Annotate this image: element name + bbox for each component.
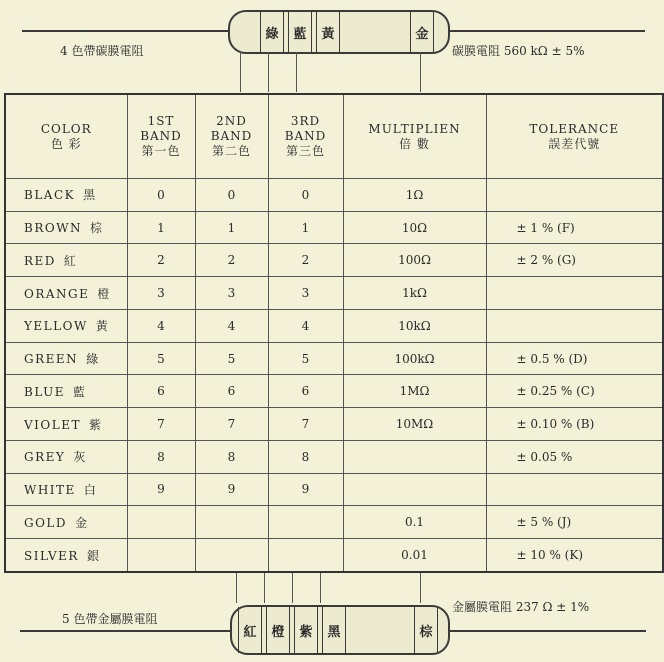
color-name-cell <box>5 244 127 277</box>
header-1st-band: 1ST BAND 第一色 <box>127 94 195 179</box>
bottom-resistor-caption-left: 5 色帶金屬膜電阻 <box>62 612 158 626</box>
bottom-band-3: 紫 <box>294 607 318 653</box>
table-row <box>5 539 663 572</box>
table-row <box>5 309 663 342</box>
color-name-en: GREY <box>24 450 66 465</box>
color-name-en: SILVER <box>24 548 79 563</box>
top-right-lead <box>445 30 645 32</box>
tolerance-cell: ± 1 % (F) <box>486 211 663 244</box>
color-name-en: BROWN <box>24 221 83 236</box>
top-band-1: 綠 <box>260 12 284 52</box>
color-name-zh: 紅 <box>63 253 78 268</box>
band-1-cell: 7 <box>127 408 195 441</box>
tolerance-cell: ± 2 % (G) <box>486 244 663 277</box>
top-resistor-body <box>228 10 450 54</box>
color-name-en: GREEN <box>24 352 79 367</box>
color-name-zh: 灰 <box>73 450 87 465</box>
band-1-cell: 6 <box>127 375 195 408</box>
bottom-leader-4 <box>320 573 321 603</box>
bottom-leader-1 <box>236 573 237 603</box>
band-1-cell: 0 <box>127 179 195 212</box>
bottom-resistor-caption-right: 金屬膜電阻 237 Ω ± 1% <box>452 600 590 614</box>
band-2-cell: 4 <box>195 309 268 342</box>
band-3-cell: 1 <box>268 211 343 244</box>
tolerance-cell: ± 0.5 % (D) <box>486 342 663 375</box>
bottom-band-1: 紅 <box>238 607 262 653</box>
color-code-table <box>4 93 664 573</box>
color-name-en: BLUE <box>24 384 66 399</box>
header-color: COLOR 色 彩 <box>5 94 127 179</box>
tolerance-cell: ± 0.10 % (B) <box>486 408 663 441</box>
top-leader-4 <box>420 52 421 92</box>
band-1-cell: 3 <box>127 277 195 310</box>
band-1-cell: 1 <box>127 211 195 244</box>
band-3-cell <box>268 506 343 539</box>
band-2-cell: 2 <box>195 244 268 277</box>
color-name-zh: 金 <box>75 515 89 530</box>
color-name-en: RED <box>24 253 56 268</box>
top-resistor-caption-left: 4 色帶碳膜電阻 <box>60 44 144 58</box>
band-2-cell: 0 <box>195 179 268 212</box>
band-1-cell: 9 <box>127 473 195 506</box>
band-2-cell: 1 <box>195 211 268 244</box>
color-name-zh: 棕 <box>90 221 104 236</box>
band-3-cell: 5 <box>268 342 343 375</box>
multiplier-cell: 10MΩ <box>343 408 486 441</box>
bottom-leader-5 <box>420 573 421 603</box>
multiplier-cell: 100Ω <box>343 244 486 277</box>
multiplier-cell: 1kΩ <box>343 277 486 310</box>
table-row <box>5 277 663 310</box>
band-2-cell <box>195 539 268 572</box>
band-2-cell: 7 <box>195 408 268 441</box>
color-name-en: BLACK <box>24 188 76 203</box>
multiplier-cell <box>343 440 486 473</box>
color-name-en: ORANGE <box>24 286 90 301</box>
bottom-right-lead <box>446 630 646 632</box>
band-1-cell: 5 <box>127 342 195 375</box>
band-3-cell: 7 <box>268 408 343 441</box>
band-2-cell: 3 <box>195 277 268 310</box>
band-3-cell: 0 <box>268 179 343 212</box>
color-name-zh: 白 <box>83 482 98 497</box>
table-row <box>5 211 663 244</box>
table-row <box>5 342 663 375</box>
multiplier-cell: 0.01 <box>343 539 486 572</box>
multiplier-cell: 1MΩ <box>343 375 486 408</box>
band-3-cell <box>268 539 343 572</box>
top-left-lead <box>22 30 232 32</box>
color-name-cell <box>5 539 127 572</box>
color-name-zh: 綠 <box>86 352 100 367</box>
color-name-en: VIOLET <box>24 417 81 432</box>
table-row <box>5 408 663 441</box>
header-2nd-band: 2ND BAND 第二色 <box>195 94 268 179</box>
band-1-cell: 2 <box>127 244 195 277</box>
bottom-resistor-body <box>230 605 450 655</box>
color-name-cell <box>5 309 127 342</box>
band-3-cell: 4 <box>268 309 343 342</box>
tolerance-cell <box>486 277 663 310</box>
band-3-cell: 3 <box>268 277 343 310</box>
bottom-leader-2 <box>264 573 265 603</box>
header-3rd-band: 3RD BAND 第三色 <box>268 94 343 179</box>
header-multiplier: MULTIPLIEN 倍 數 <box>343 94 486 179</box>
color-name-cell <box>5 179 127 212</box>
multiplier-cell: 1Ω <box>343 179 486 212</box>
tolerance-cell: ± 10 % (K) <box>486 539 663 572</box>
tolerance-cell: ± 5 % (J) <box>486 506 663 539</box>
band-1-cell: 8 <box>127 440 195 473</box>
color-name-zh: 藍 <box>73 384 87 399</box>
band-3-cell: 8 <box>268 440 343 473</box>
band-3-cell: 2 <box>268 244 343 277</box>
color-name-zh: 橙 <box>97 286 111 301</box>
color-name-en: GOLD <box>24 515 68 530</box>
bottom-band-4: 黑 <box>322 607 346 653</box>
multiplier-cell: 10kΩ <box>343 309 486 342</box>
band-2-cell: 6 <box>195 375 268 408</box>
top-band-tolerance: 金 <box>410 12 434 52</box>
band-2-cell: 8 <box>195 440 268 473</box>
table-header-row <box>5 94 663 179</box>
color-name-zh: 黃 <box>95 319 110 334</box>
tolerance-cell: ± 0.05 % <box>486 440 663 473</box>
multiplier-cell: 0.1 <box>343 506 486 539</box>
top-band-3: 黃 <box>316 12 340 52</box>
table-row <box>5 244 663 277</box>
table-row <box>5 375 663 408</box>
color-name-cell <box>5 375 127 408</box>
band-1-cell: 4 <box>127 309 195 342</box>
top-band-2: 藍 <box>288 12 312 52</box>
table-row <box>5 506 663 539</box>
bottom-left-lead <box>20 630 234 632</box>
color-name-cell <box>5 473 127 506</box>
color-name-zh: 黑 <box>83 188 97 203</box>
bottom-band-2: 橙 <box>266 607 290 653</box>
top-resistor-caption-right: 碳膜電阻 560 kΩ ± 5% <box>452 44 585 58</box>
multiplier-cell: 100kΩ <box>343 342 486 375</box>
band-1-cell <box>127 539 195 572</box>
table-row <box>5 440 663 473</box>
multiplier-cell <box>343 473 486 506</box>
color-name-en: YELLOW <box>24 319 88 334</box>
tolerance-cell <box>486 473 663 506</box>
header-tolerance: TOLERANCE 誤差代號 <box>486 94 663 179</box>
bottom-leader-3 <box>292 573 293 603</box>
table-row <box>5 179 663 212</box>
band-1-cell <box>127 506 195 539</box>
color-name-zh: 銀 <box>86 548 101 563</box>
tolerance-cell: ± 0.25 % (C) <box>486 375 663 408</box>
band-2-cell: 9 <box>195 473 268 506</box>
color-name-zh: 紫 <box>88 417 103 432</box>
top-leader-1 <box>240 52 241 92</box>
color-name-cell <box>5 506 127 539</box>
tolerance-cell <box>486 179 663 212</box>
top-leader-3 <box>296 52 297 92</box>
color-name-cell <box>5 277 127 310</box>
color-name-cell <box>5 211 127 244</box>
tolerance-cell <box>486 309 663 342</box>
color-name-en: WHITE <box>24 482 76 497</box>
table-row <box>5 473 663 506</box>
bottom-band-tolerance: 棕 <box>414 607 438 653</box>
color-name-cell <box>5 408 127 441</box>
top-leader-2 <box>268 52 269 92</box>
band-2-cell: 5 <box>195 342 268 375</box>
color-name-cell <box>5 342 127 375</box>
band-3-cell: 9 <box>268 473 343 506</box>
band-3-cell: 6 <box>268 375 343 408</box>
color-name-cell <box>5 440 127 473</box>
band-2-cell <box>195 506 268 539</box>
multiplier-cell: 10Ω <box>343 211 486 244</box>
